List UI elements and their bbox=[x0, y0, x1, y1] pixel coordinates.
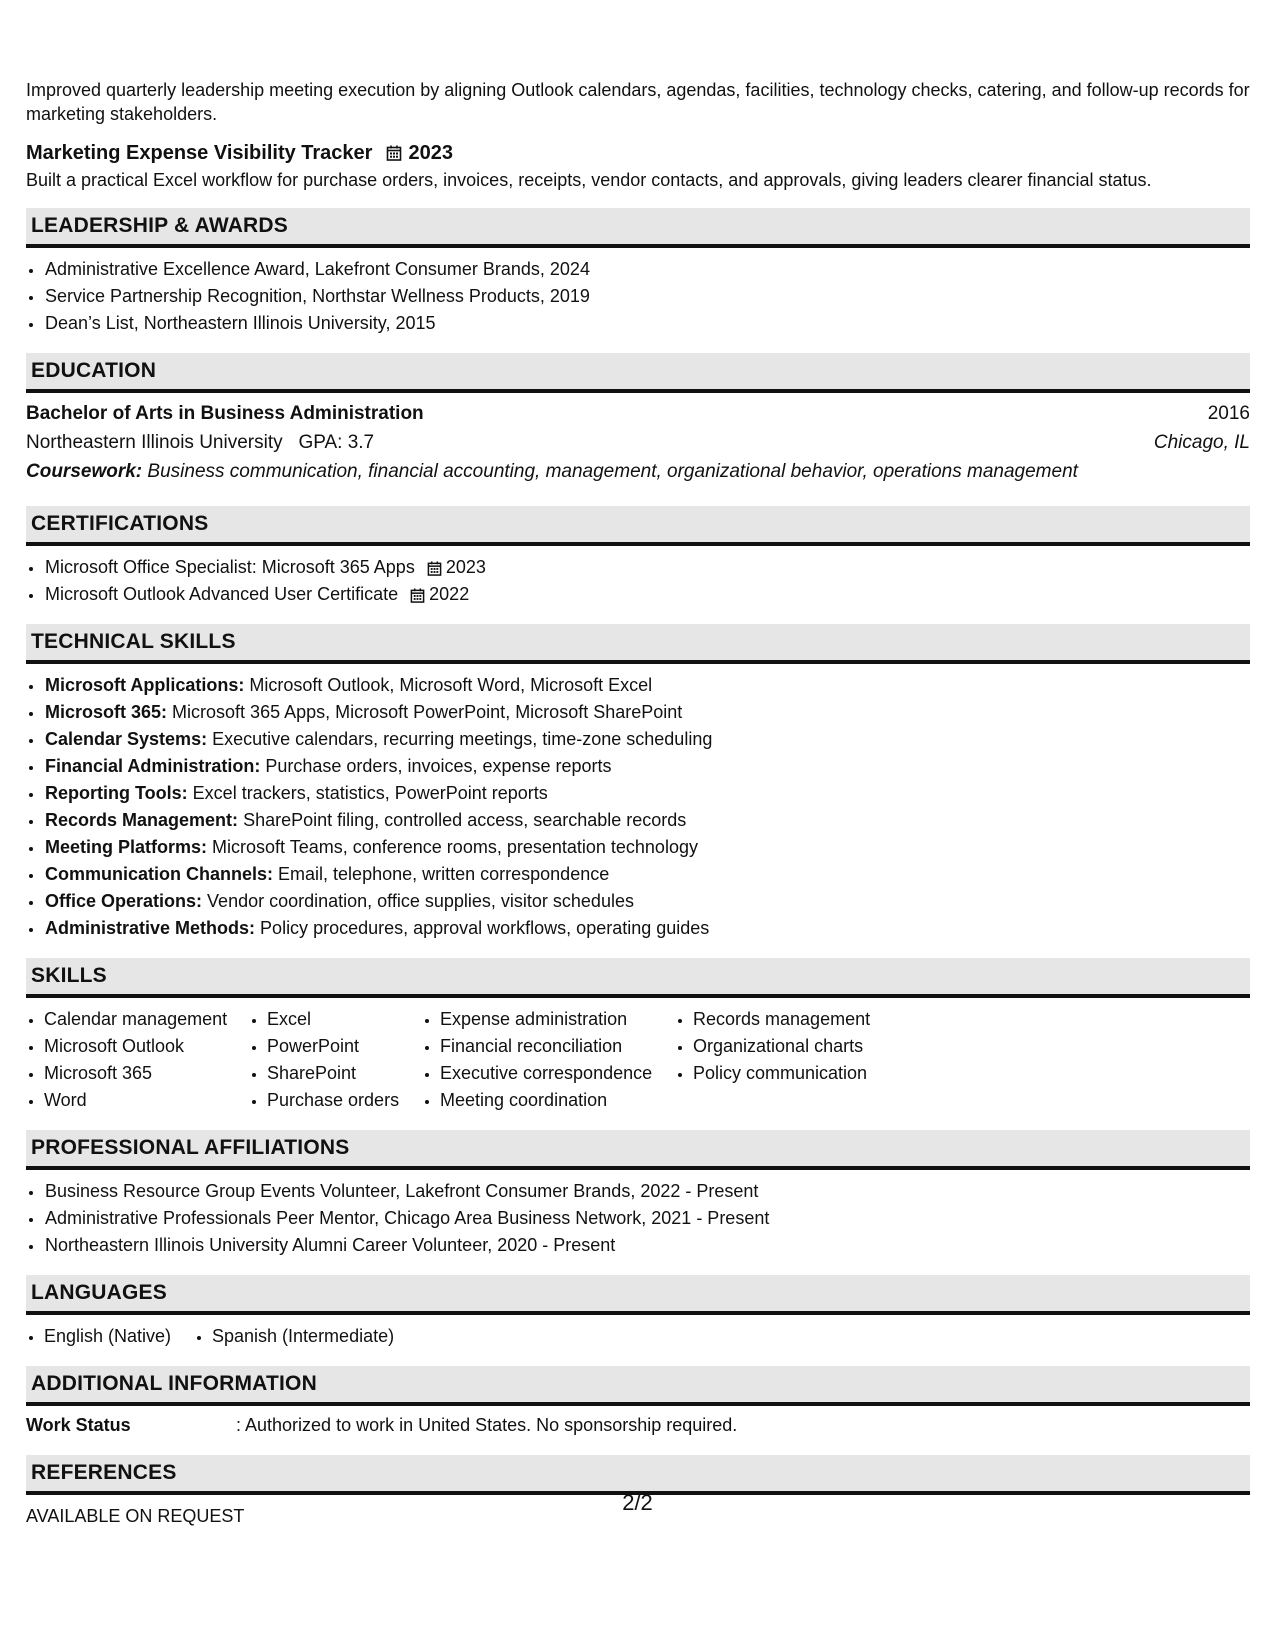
project-entry bbox=[26, 140, 1250, 192]
section-header bbox=[26, 208, 1250, 248]
section-technical-skills bbox=[26, 624, 1250, 942]
skill-category: Reporting Tools: bbox=[45, 783, 188, 803]
skill-category: Administrative Methods: bbox=[45, 918, 256, 938]
list-item bbox=[44, 753, 1250, 780]
list-item bbox=[44, 581, 1250, 608]
list-item bbox=[44, 915, 1250, 942]
list-item: • English (Native) bbox=[44, 1323, 194, 1350]
work-status-label: Work Status bbox=[26, 1415, 131, 1435]
skill-values: Purchase orders, invoices, expense reports bbox=[265, 756, 612, 776]
list-item bbox=[44, 888, 1250, 915]
list-item: • Excel bbox=[267, 1006, 422, 1033]
section-education bbox=[26, 353, 1250, 492]
list-item: • Calendar management bbox=[44, 1006, 249, 1033]
project-description: Built a practical Excel workflow for purchase orders, invoices, receipts, vendor contacts, and approvals, giving leaders clearer financial status. bbox=[26, 170, 1152, 190]
list-item: • Meeting coordination bbox=[440, 1087, 675, 1114]
affiliations-list bbox=[26, 1178, 1250, 1259]
project-year: 2023 bbox=[408, 142, 453, 164]
resume-page bbox=[26, 78, 1250, 1530]
list-item: • Spanish (Intermediate) bbox=[212, 1323, 394, 1350]
section-header bbox=[26, 1366, 1250, 1406]
skill-category: Communication Channels: bbox=[45, 864, 274, 884]
project-title: Marketing Expense Visibility Tracker bbox=[26, 142, 373, 164]
section-affiliations bbox=[26, 1130, 1250, 1259]
languages-row bbox=[26, 1323, 1250, 1350]
coursework bbox=[26, 457, 1250, 486]
skills-grid bbox=[26, 1006, 1250, 1114]
section-title: ADDITIONAL INFORMATION bbox=[31, 1372, 317, 1395]
list-item: • SharePoint bbox=[267, 1060, 422, 1087]
section-header bbox=[26, 1275, 1250, 1315]
section-header bbox=[26, 958, 1250, 998]
skill-category: Microsoft Applications: bbox=[45, 675, 245, 695]
calendar-icon bbox=[386, 145, 402, 161]
list-item bbox=[44, 699, 1250, 726]
skill-category: Records Management: bbox=[45, 810, 239, 830]
skill-values: Executive calendars, recurring meetings, time-zone scheduling bbox=[212, 729, 713, 749]
list-item: • Purchase orders bbox=[267, 1087, 422, 1114]
section-languages bbox=[26, 1275, 1250, 1350]
cert-name: Microsoft Office Specialist: Microsoft 365 Apps bbox=[45, 557, 415, 577]
list-item: • Administrative Professionals Peer Mentor, Chicago Area Business Network, 2021 - Present bbox=[44, 1205, 1250, 1232]
cert-name: Microsoft Outlook Advanced User Certificate bbox=[45, 584, 399, 604]
list-item: • Northeastern Illinois University Alumni Career Volunteer, 2020 - Present bbox=[44, 1232, 1250, 1259]
section-leadership bbox=[26, 208, 1250, 337]
list-item: • Service Partnership Recognition, Northstar Wellness Products, 2019 bbox=[44, 283, 1250, 310]
skill-values: SharePoint filing, controlled access, searchable records bbox=[243, 810, 687, 830]
skills-column bbox=[26, 1006, 249, 1114]
calendar-icon bbox=[410, 588, 425, 603]
skill-category: Office Operations: bbox=[45, 891, 203, 911]
list-item: • Financial reconciliation bbox=[440, 1033, 675, 1060]
certifications-list bbox=[26, 554, 1250, 608]
list-item: • Administrative Excellence Award, Lakefront Consumer Brands, 2024 bbox=[44, 256, 1250, 283]
list-item: • Executive correspondence bbox=[440, 1060, 675, 1087]
degree: Bachelor of Arts in Business Administration bbox=[26, 403, 424, 424]
skills-column bbox=[249, 1006, 422, 1114]
project-title-row bbox=[26, 140, 1250, 166]
skill-values: Microsoft 365 Apps, Microsoft PowerPoint, Microsoft SharePoint bbox=[172, 702, 683, 722]
page-number: 2/2 bbox=[622, 1490, 653, 1515]
section-title: TECHNICAL SKILLS bbox=[31, 630, 236, 653]
list-item: • Microsoft Outlook bbox=[44, 1033, 249, 1060]
leadership-list bbox=[26, 256, 1250, 337]
list-item bbox=[44, 554, 1250, 581]
skill-category: Calendar Systems: bbox=[45, 729, 208, 749]
list-item: • PowerPoint bbox=[267, 1033, 422, 1060]
project-intro-text: Improved quarterly leadership meeting execution by aligning Outlook calendars, agendas, facilities, technology checks, catering, and follow-up records for marketing stakeholders. bbox=[26, 80, 1250, 124]
list-item: • Microsoft 365 bbox=[44, 1060, 249, 1087]
skills-column bbox=[422, 1006, 675, 1114]
work-status-value: : Authorized to work in United States. No sponsorship required. bbox=[236, 1415, 738, 1435]
work-status-row bbox=[26, 1412, 1250, 1439]
list-item: • Dean’s List, Northeastern Illinois University, 2015 bbox=[44, 310, 1250, 337]
school-name: Northeastern Illinois University bbox=[26, 432, 283, 453]
section-header bbox=[26, 506, 1250, 546]
calendar-icon bbox=[427, 561, 442, 576]
cert-year: 2022 bbox=[429, 584, 470, 604]
skills-column bbox=[675, 1006, 913, 1114]
section-title: EDUCATION bbox=[31, 359, 157, 382]
gpa: GPA: 3.7 bbox=[298, 432, 375, 453]
section-header bbox=[26, 353, 1250, 393]
list-item bbox=[44, 861, 1250, 888]
section-title: SKILLS bbox=[31, 964, 107, 987]
cert-year: 2023 bbox=[445, 557, 486, 577]
list-item bbox=[44, 726, 1250, 753]
list-item: • Organizational charts bbox=[693, 1033, 913, 1060]
list-item: • Word bbox=[44, 1087, 249, 1114]
skill-category: Financial Administration: bbox=[45, 756, 261, 776]
skill-category: Microsoft 365: bbox=[45, 702, 168, 722]
section-additional-information bbox=[26, 1366, 1250, 1439]
school-location: Chicago, IL bbox=[1153, 432, 1250, 453]
technical-skills-list bbox=[26, 672, 1250, 942]
list-item: • Records management bbox=[693, 1006, 913, 1033]
coursework-label: Coursework: bbox=[26, 461, 143, 482]
section-header bbox=[26, 624, 1250, 664]
section-certifications bbox=[26, 506, 1250, 608]
skill-values: Microsoft Outlook, Microsoft Word, Microsoft Excel bbox=[249, 675, 653, 695]
list-item bbox=[44, 807, 1250, 834]
language-column bbox=[26, 1323, 194, 1350]
graduation-year: 2016 bbox=[1207, 403, 1250, 424]
section-header bbox=[26, 1455, 1250, 1495]
coursework-text: Business communication, financial accounting, management, organizational behavior, operations management bbox=[147, 461, 1078, 482]
skill-values: Vendor coordination, office supplies, visitor schedules bbox=[207, 891, 634, 911]
references-text: AVAILABLE ON REQUEST bbox=[26, 1506, 245, 1526]
section-title: LEADERSHIP & AWARDS bbox=[31, 214, 288, 237]
list-item bbox=[44, 672, 1250, 699]
list-item: • Expense administration bbox=[440, 1006, 675, 1033]
section-title: REFERENCES bbox=[31, 1461, 177, 1484]
list-item: • Policy communication bbox=[693, 1060, 913, 1087]
list-item bbox=[44, 834, 1250, 861]
skill-values: Microsoft Teams, conference rooms, presentation technology bbox=[212, 837, 698, 857]
section-skills bbox=[26, 958, 1250, 1114]
skill-category: Meeting Platforms: bbox=[45, 837, 208, 857]
section-title: LANGUAGES bbox=[31, 1281, 167, 1304]
skill-values: Excel trackers, statistics, PowerPoint reports bbox=[192, 783, 548, 803]
language-column bbox=[194, 1323, 394, 1350]
list-item: • Business Resource Group Events Volunteer, Lakefront Consumer Brands, 2022 - Present bbox=[44, 1178, 1250, 1205]
section-header bbox=[26, 1130, 1250, 1170]
skill-values: Policy procedures, approval workflows, operating guides bbox=[260, 918, 710, 938]
skill-values: Email, telephone, written correspondence bbox=[278, 864, 610, 884]
section-title: CERTIFICATIONS bbox=[31, 512, 209, 535]
section-title: PROFESSIONAL AFFILIATIONS bbox=[31, 1136, 350, 1159]
list-item bbox=[44, 780, 1250, 807]
